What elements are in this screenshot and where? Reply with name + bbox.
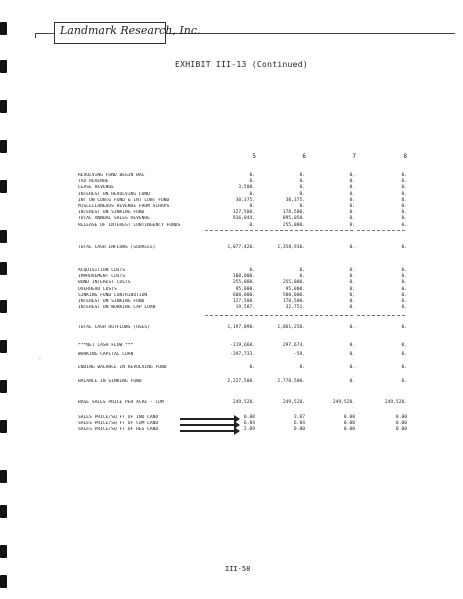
binder-hole-mark [0,230,7,243]
row-label: ENDING BALANCE IN REVOLVING FUND [78,365,167,370]
row-value: 32,751. [285,305,305,311]
table-row [78,343,418,349]
row-value: 19,587. [235,305,255,311]
row-label: BASE SALES PRICE PER ACRE - COM [78,400,164,405]
binder-hole-mark [0,60,7,73]
row-value: 249,528. [332,400,355,405]
row-label: INTEREST ON SINKING FUND [78,299,145,304]
row-label: SALES PRICE/SQ FT OF IND LAND [78,415,159,420]
row-label: SALES PRICE/SQ FT OF RES LAND [78,427,159,433]
row-value: 0. [401,210,407,216]
row-value: 0. [349,245,355,250]
table-row [78,223,418,229]
binder-hole-mark [0,470,7,483]
column-separator [205,230,253,232]
row-label: INTEREST ON REVOLVING FUND [78,191,150,197]
row-value: 30,375. [235,197,255,203]
row-value: 0. [249,204,255,209]
row-value: 0. [349,185,355,191]
binder-hole-mark [0,262,7,275]
row-label: BALANCE IN SINKING FUND [78,379,142,384]
row-value: 0. [349,204,355,209]
row-value: 0. [401,185,407,191]
row-value: 0. [299,185,305,191]
row-value: 0. [349,173,355,178]
row-value: 500,000. [282,292,305,298]
row-value: 6.84 [293,421,305,427]
row-value: 255,000. [282,280,305,286]
table-row [78,427,418,433]
row-value: 0.00 [243,415,255,420]
row-value: 0.00 [343,427,355,433]
row-label: WORKING CAPITAL LOAN [78,352,134,357]
row-value: 2.09 [243,427,255,433]
row-value: 1,061,250. [277,325,305,330]
row-value: 0. [349,210,355,216]
row-value: 0. [299,274,305,280]
arrow-icon [180,418,236,420]
exhibit-title: EXHIBIT III-13 (Continued) [175,60,309,69]
row-value: 0. [249,179,255,185]
row-value: 0. [349,292,355,298]
row-label: ***NET CASH FLOW *** [78,343,134,348]
row-label: SALES PRICE/SQ FT OF COM LAND [78,421,159,427]
table-row [78,216,418,222]
company-logo: Landmark Research, Inc. [60,24,201,37]
row-value: 95,000. [235,286,255,292]
column-separator [205,315,253,317]
row-value: 0. [299,191,305,197]
row-label: INTEREST ON WORKING CAP LOAN [78,305,156,311]
row-value: 0. [349,305,355,311]
column-header: 7 [352,153,356,160]
row-value: 249,528. [232,400,255,405]
row-value: 0. [349,191,355,197]
table-row [78,192,418,198]
row-value: 0. [249,365,255,370]
table-row [78,352,418,358]
row-value: 0. [299,268,305,273]
column-header: 6 [302,153,306,160]
row-value: 0. [401,173,407,178]
row-value: 0. [349,299,355,304]
row-label: TAX REVENUE [78,179,109,185]
binder-hole-mark [0,380,7,393]
row-value: 0. [249,173,255,178]
row-label: RELEASE OF INTEREST CONTINGENCY FUNDS [78,222,181,228]
row-value: 0. [249,222,255,228]
table-row [78,198,418,204]
row-value: 0. [349,274,355,280]
table-row [78,365,418,371]
stray-mark: - [38,355,42,362]
row-value: 1,358,930. [277,245,305,250]
row-label: OVERHEAD COSTS [78,286,117,292]
row-value: 297,674. [282,343,305,348]
row-value: 0. [349,268,355,273]
table-row [78,280,418,286]
binder-hole-mark [0,420,7,433]
row-label: TOTAL CASH INFLOWS (SOURCES) [78,245,156,250]
arrow-icon [180,424,236,426]
row-value: 0. [401,286,407,292]
table-row [78,305,418,311]
row-label: SINKING FUND CONTRIBUTION [78,292,148,298]
row-value: 0. [401,274,407,280]
row-value: 95,000. [285,286,305,292]
column-separator [255,230,303,232]
row-value: 0. [349,286,355,292]
row-value: 0. [299,173,305,178]
row-value: 0. [401,292,407,298]
row-value: 0. [401,379,407,384]
row-value: 249,528. [384,400,407,405]
column-separator [305,230,353,232]
row-value: -59. [293,352,305,357]
row-value: 0. [401,204,407,209]
row-value: 2,778,500. [277,379,305,384]
column-separator [357,315,405,317]
row-value: 127,500. [232,210,255,216]
binder-hole-mark [0,180,7,193]
row-value: 0.00 [395,421,407,427]
row-value: 0. [401,305,407,311]
page-number: III-58 [225,565,251,573]
binder-hole-mark [0,545,7,558]
column-header: 5 [252,153,256,160]
row-value: 0.00 [395,427,407,433]
row-value: 0. [349,325,355,330]
row-label: INT ON CONTG FUND & INT CONT FUND [78,197,170,203]
column-separator [305,315,353,317]
row-value: 0. [401,197,407,203]
row-value: 0. [299,204,305,209]
row-value: 0.00 [293,427,305,433]
row-value: 0. [401,352,407,357]
row-label: BOND INTEREST COSTS [78,280,131,286]
row-value: 0. [401,299,407,304]
binder-hole-mark [0,22,7,35]
row-value: 600,000. [232,292,255,298]
row-value: 255,000. [232,280,255,286]
row-value: 2,227,500. [227,379,255,384]
row-value: 3,500. [238,185,255,191]
table-row [78,245,418,251]
row-value: 6.84 [243,421,255,427]
arrow-icon [180,430,236,432]
row-value: 0.00 [395,415,407,420]
row-label: INTEREST ON SINKING FUND [78,210,145,216]
binder-hole-mark [0,140,7,153]
binder-hole-mark [0,300,7,313]
row-value: 1,197,090. [227,325,255,330]
table-row [78,293,418,299]
row-value: 0. [349,280,355,286]
row-value: 1,077,420. [227,245,255,250]
row-value: 0. [349,352,355,357]
row-value: 0. [249,191,255,197]
binder-hole-mark [0,100,7,113]
row-value: 0. [401,343,407,348]
column-separator [357,230,405,232]
row-value: -119,668. [230,343,255,348]
row-value: 249,528. [282,400,305,405]
row-label: TOTAL CASH OUTFLOWS (USES) [78,325,150,330]
row-value: 0. [349,365,355,370]
row-value: 0. [401,325,407,330]
row-value: 0. [401,222,407,228]
row-value: 0. [401,280,407,286]
row-value: 895,050. [282,216,305,222]
row-value: 0. [401,216,407,222]
column-separator [255,315,303,317]
row-value: 255,000. [282,222,305,228]
row-label: TOTAL ANNUAL SALES REVENUE [78,216,150,222]
row-value: 0. [299,179,305,185]
row-value: 0. [401,365,407,370]
row-value: 0. [349,379,355,384]
header-rule-tick [35,33,36,38]
binder-hole-mark [0,505,7,518]
row-value: 178,500. [282,210,305,216]
table-row [78,173,418,179]
row-value: 0. [349,343,355,348]
binder-hole-strip [0,0,10,599]
row-value: 916,044. [232,216,255,222]
binder-hole-mark [0,575,7,588]
row-value: 0. [401,245,407,250]
table-row [78,287,418,293]
row-value: 0. [249,268,255,273]
row-value: 127,500. [232,299,255,304]
row-value: 0. [349,179,355,185]
row-value: 0.00 [343,415,355,420]
table-row [78,325,418,331]
table-row [78,379,418,385]
row-value: 0. [349,216,355,222]
row-value: 100,000. [232,274,255,280]
row-value: 0. [299,365,305,370]
row-label: ACQUISITION COSTS [78,268,126,273]
row-label: LEASE REVENUE [78,185,114,191]
row-value: 30,375. [285,197,305,203]
row-value: 0. [349,197,355,203]
row-value: 0. [401,191,407,197]
row-value: 0. [349,222,355,228]
table-row [78,400,418,406]
column-header: 8 [403,153,407,160]
row-value: -297,733. [230,352,255,357]
binder-hole-mark [0,340,7,353]
row-label: REVOLVING FUND BEGIN BAL [78,173,145,178]
row-value: 0. [401,179,407,185]
row-value: 3.07 [293,415,305,420]
row-label: MISCELLANEOUS REVENUE FROM SCRAPS [78,204,170,209]
table-row [78,185,418,191]
row-value: 178,500. [282,299,305,304]
row-label: IMPROVEMENT COSTS [78,274,126,280]
row-value: 0.00 [343,421,355,427]
row-value: 0. [401,268,407,273]
